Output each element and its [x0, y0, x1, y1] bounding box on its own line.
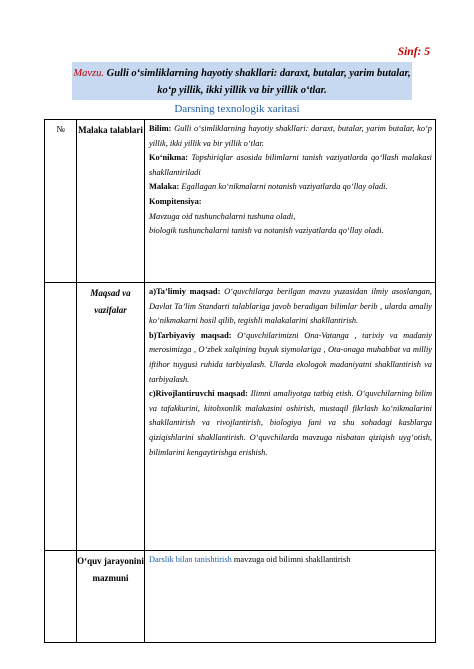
- goal-a-label: a)Ta’limiy maqsad:: [149, 287, 221, 296]
- konikma-text: Topshiriqlar asosida bilimlarni tanish vaziyatlarda qo‘llash malakasi shakllantiriladi: [149, 153, 432, 177]
- row-number-cell: [45, 551, 77, 643]
- topic-label: Mavzu.: [73, 68, 104, 79]
- goal-a-text: O‘quvchilarga berilgan mavzu yuzasidan ilmiy asoslangan, Davlat Ta’lim Standarti talablariga javob beradigan bilimlar berib , ularda amaliy ko‘nikmakarni hosil qilib, tegishli malakalarini shakllantirish.: [149, 287, 432, 326]
- malaka-label: Malaka:: [149, 182, 180, 192]
- bilim-text: Gulli o‘simliklarning hayotiy shakllari: daraxt, butalar, yarim butalar, ko‘p yillik, ikki yillik va bir yillik o‘tlar.: [149, 124, 432, 148]
- row-label-goals: Maqsad va vazifalar: [77, 283, 145, 551]
- process-text: mavzuga oid bilimni shakllantirish: [231, 555, 351, 564]
- table-row-goals: [45, 283, 436, 551]
- kompitensiya-label: Kompitensiya:: [149, 196, 202, 206]
- grade-label: Sinf: 5: [397, 46, 430, 58]
- process-content: [145, 551, 436, 643]
- kompitensiya-line-1: Mavzuga oid tushunchalarni tushuna oladi,: [149, 211, 296, 221]
- row-label-process: O‘quv jarayonini mazmuni: [77, 551, 145, 643]
- row-label-competence: Malaka talablari: [77, 120, 145, 283]
- table-row-process: [45, 551, 436, 643]
- document-subtitle: Darsning texnologik xaritasi: [174, 103, 300, 115]
- process-highlight-text: Darslik bilan tanishtirish: [149, 555, 232, 564]
- konikma-label: Ko‘nikma:: [149, 153, 189, 163]
- topic-title: Gulli o‘simliklarning hayotiy shakllari: daraxt, butalar, yarim butalar, ko‘p yillik, ikki yillik va bir yillik o‘tlar.: [106, 68, 411, 96]
- table-row-competence: [45, 120, 436, 283]
- competence-content: [145, 120, 436, 283]
- goal-c-text: Ilimni amaliyotga tatbiq etish. O‘quvchilarning bilim va tafakkurini, kitobxonlik malakasini oshirish, mustaqil fikrlash ko‘nikmalarini shakllantirish va rivojlantirish, biologiya fani va shu sohadagi kasblarga qiziqishlarini shakllantirish. O‘quvchilarda mavzuga nisbatan qiziqish uyg‘otish, bilimlarini kengaytirishga erishish.: [149, 389, 433, 457]
- row-number-cell: [45, 283, 77, 551]
- malaka-text: Egallagan ko‘nikmalarni notanish vaziyatlarda qo‘llay oladi.: [181, 182, 388, 192]
- goal-c-label: c)Rivojlantiruvchi maqsad:: [149, 389, 248, 399]
- goal-b-text: O‘quvchilarimizni Ona-Vatanga , tarixiy va madaniy merosimizga , O‘zbek xalqining buyuk siymolariga , Ota-onaga muhabbat va milliy iftihor tuygusi ruhida tarbiyalash. Ularda ekologok madaniyatni shakllantirish va tarbiyalash.: [149, 330, 432, 384]
- goals-content: [145, 283, 436, 551]
- bilim-label: Bilim:: [149, 124, 172, 133]
- goal-b-label: b)Tarbiyaviy maqsad:: [149, 330, 232, 340]
- topic-banner: [72, 62, 412, 100]
- row-number-header: №: [45, 120, 77, 283]
- lesson-map-table: [44, 119, 436, 643]
- kompitensiya-line-2: biologik tushunchalarni tanish va notanish vaziyatlarda qo‘llay oladi.: [149, 226, 384, 236]
